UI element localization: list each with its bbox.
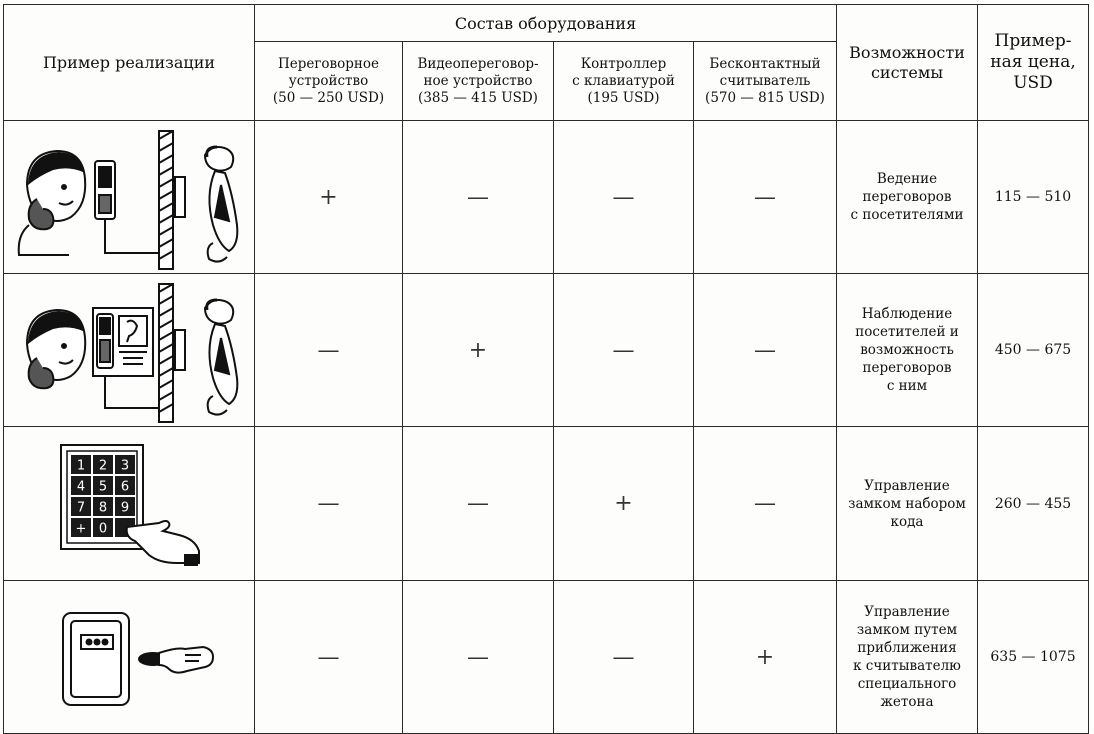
header-price: Пример- ная цена, USD	[978, 5, 1089, 121]
table-row	[4, 427, 1089, 581]
keypad-key-label: 5	[98, 479, 108, 495]
proximity-token-reader-icon	[9, 585, 249, 730]
keypad-key-label: 7	[76, 500, 86, 516]
table-row	[4, 581, 1089, 734]
capability-text: Наблюдение посетителей и возможность переговоров с ним	[837, 274, 978, 427]
price-value: 635 — 1075	[978, 581, 1089, 734]
equipment-table	[3, 4, 1089, 734]
illustration-proximity	[4, 581, 255, 734]
cell-proximity-reader: —	[694, 427, 837, 581]
header-capabilities: Возможности системы	[837, 5, 978, 121]
keypad-key-label: 9	[120, 500, 130, 516]
cell-video-intercom: —	[403, 121, 554, 274]
cell-intercom: —	[255, 274, 403, 427]
keypad-code-lock-icon	[9, 431, 249, 576]
illustration-intercom	[4, 121, 255, 274]
cell-keypad-controller: —	[554, 274, 694, 427]
cell-video-intercom: —	[403, 427, 554, 581]
keypad-key-label: 6	[120, 479, 130, 495]
cell-intercom: +	[255, 121, 403, 274]
capability-text: Управление замком путем приближения к считывателю специального жетона	[837, 581, 978, 734]
capability-text: Управление замком набором кода	[837, 427, 978, 581]
cell-video-intercom: —	[403, 581, 554, 734]
cell-keypad-controller: —	[554, 581, 694, 734]
keypad-key-label: 1	[76, 458, 86, 474]
keypad-key-label: 3	[120, 458, 130, 474]
cell-video-intercom: +	[403, 274, 554, 427]
person-with-intercom-handset-icon	[9, 125, 249, 270]
price-value: 260 — 455	[978, 427, 1089, 581]
cell-intercom: —	[255, 581, 403, 734]
keypad-key-label: +	[75, 521, 87, 537]
keypad-key-label: 2	[98, 458, 108, 474]
header-video-intercom: Видеопереговор- ное устройство (385 — 415 USD)	[403, 42, 554, 121]
table-row	[4, 121, 1089, 274]
person-with-video-intercom-icon	[9, 278, 249, 423]
capability-text: Ведение переговоров с посетителями	[837, 121, 978, 274]
cell-intercom: —	[255, 427, 403, 581]
cell-proximity-reader: —	[694, 274, 837, 427]
cell-proximity-reader: +	[694, 581, 837, 734]
price-value: 450 — 675	[978, 274, 1089, 427]
header-keypad-controller: Контроллер с клавиатурой (195 USD)	[554, 42, 694, 121]
header-proximity-reader: Бесконтактный считыватель (570 — 815 USD)	[694, 42, 837, 121]
keypad-key-label: 8	[98, 500, 108, 516]
keypad-key-label: 4	[76, 479, 86, 495]
keypad-key-label: 0	[98, 521, 108, 537]
header-example: Пример реализации	[4, 5, 255, 121]
cell-proximity-reader: —	[694, 121, 837, 274]
cell-keypad-controller: —	[554, 121, 694, 274]
table-row	[4, 274, 1089, 427]
header-intercom: Переговорное устройство (50 — 250 USD)	[255, 42, 403, 121]
illustration-video-intercom	[4, 274, 255, 427]
illustration-keypad	[4, 427, 255, 581]
header-equipment-group: Состав оборудования	[255, 5, 837, 42]
cell-keypad-controller: +	[554, 427, 694, 581]
price-value: 115 — 510	[978, 121, 1089, 274]
